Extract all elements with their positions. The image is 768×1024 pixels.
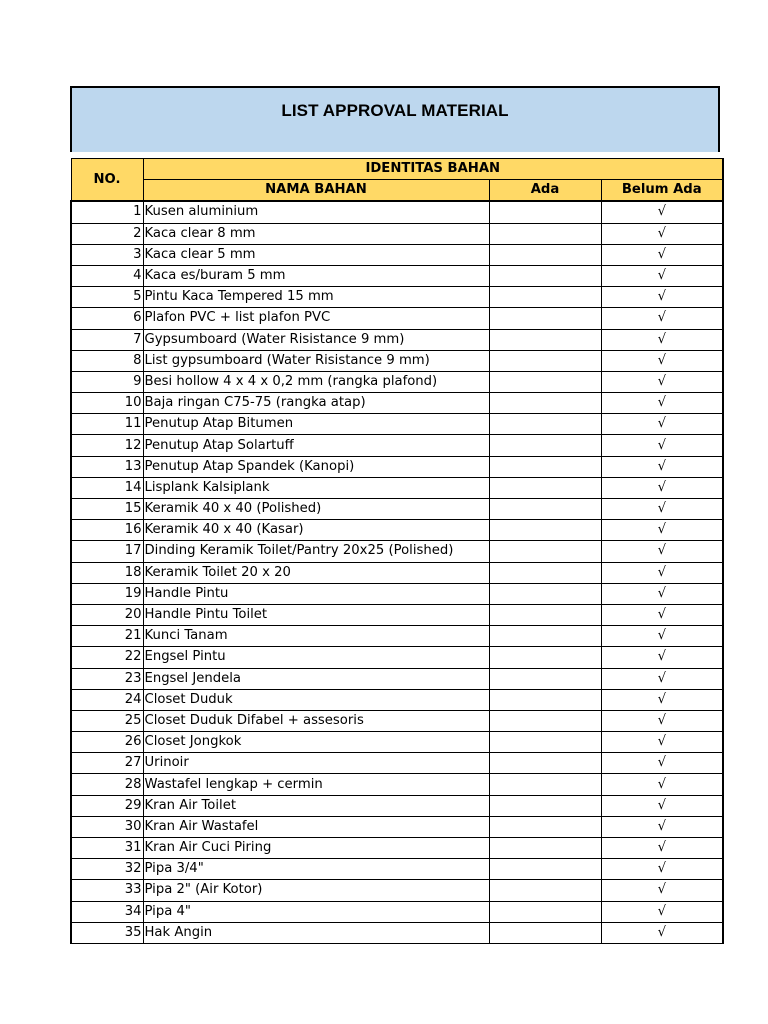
- header-nama-bahan: NAMA BAHAN: [143, 180, 489, 202]
- row-number: 9: [71, 371, 143, 392]
- ada-cell: [489, 668, 601, 689]
- table-row: [71, 880, 723, 901]
- row-number: 5: [71, 287, 143, 308]
- belum-ada-check: √: [601, 265, 723, 286]
- material-name: Plafon PVC + list plafon PVC: [143, 308, 489, 329]
- table-row: [71, 435, 723, 456]
- row-number: 34: [71, 901, 143, 922]
- belum-ada-check: √: [601, 816, 723, 837]
- ada-cell: [489, 689, 601, 710]
- row-number: 3: [71, 244, 143, 265]
- ada-cell: [489, 350, 601, 371]
- row-number: 30: [71, 816, 143, 837]
- table-row: [71, 647, 723, 668]
- belum-ada-check: √: [601, 414, 723, 435]
- belum-ada-check: √: [601, 583, 723, 604]
- ada-cell: [489, 604, 601, 625]
- belum-ada-check: √: [601, 520, 723, 541]
- row-number: 35: [71, 922, 143, 943]
- ada-cell: [489, 710, 601, 731]
- table-row: [71, 308, 723, 329]
- belum-ada-check: √: [601, 308, 723, 329]
- material-name: Keramik Toilet 20 x 20: [143, 562, 489, 583]
- ada-cell: [489, 583, 601, 604]
- belum-ada-check: √: [601, 732, 723, 753]
- row-number: 16: [71, 520, 143, 541]
- material-name: List gypsumboard (Water Risistance 9 mm): [143, 350, 489, 371]
- table-row: [71, 604, 723, 625]
- belum-ada-check: √: [601, 244, 723, 265]
- ada-cell: [489, 244, 601, 265]
- material-name: Besi hollow 4 x 4 x 0,2 mm (rangka plafond): [143, 371, 489, 392]
- row-number: 18: [71, 562, 143, 583]
- material-name: Keramik 40 x 40 (Kasar): [143, 520, 489, 541]
- material-name: Kran Air Toilet: [143, 795, 489, 816]
- ada-cell: [489, 753, 601, 774]
- belum-ada-check: √: [601, 753, 723, 774]
- ada-cell: [489, 816, 601, 837]
- belum-ada-check: √: [601, 541, 723, 562]
- table-row: [71, 371, 723, 392]
- material-name: Closet Duduk: [143, 689, 489, 710]
- header-row-1: [71, 159, 723, 180]
- table-row: [71, 223, 723, 244]
- ada-cell: [489, 795, 601, 816]
- ada-cell: [489, 456, 601, 477]
- material-name: Handle Pintu Toilet: [143, 604, 489, 625]
- belum-ada-check: √: [601, 201, 723, 223]
- row-number: 11: [71, 414, 143, 435]
- row-number: 17: [71, 541, 143, 562]
- header-row-2: [71, 180, 723, 202]
- belum-ada-check: √: [601, 668, 723, 689]
- ada-cell: [489, 414, 601, 435]
- table-row: [71, 774, 723, 795]
- ada-cell: [489, 223, 601, 244]
- row-number: 10: [71, 393, 143, 414]
- ada-cell: [489, 287, 601, 308]
- belum-ada-check: √: [601, 922, 723, 943]
- material-name: Pipa 2" (Air Kotor): [143, 880, 489, 901]
- material-name: Penutup Atap Bitumen: [143, 414, 489, 435]
- material-name: Hak Angin: [143, 922, 489, 943]
- ada-cell: [489, 393, 601, 414]
- table-row: [71, 732, 723, 753]
- material-name: Pipa 4": [143, 901, 489, 922]
- belum-ada-check: √: [601, 499, 723, 520]
- table-row: [71, 816, 723, 837]
- table-row: [71, 626, 723, 647]
- page-title: LIST APPROVAL MATERIAL: [281, 101, 509, 120]
- belum-ada-check: √: [601, 287, 723, 308]
- ada-cell: [489, 201, 601, 223]
- ada-cell: [489, 371, 601, 392]
- material-name: Pipa 3/4": [143, 859, 489, 880]
- title-box: [70, 86, 720, 152]
- material-name: Kaca clear 8 mm: [143, 223, 489, 244]
- header-identitas-bahan: IDENTITAS BAHAN: [143, 159, 723, 180]
- row-number: 14: [71, 477, 143, 498]
- material-name: Baja ringan C75-75 (rangka atap): [143, 393, 489, 414]
- belum-ada-check: √: [601, 626, 723, 647]
- ada-cell: [489, 329, 601, 350]
- material-name: Dinding Keramik Toilet/Pantry 20x25 (Polished): [143, 541, 489, 562]
- table-row: [71, 668, 723, 689]
- header-no: NO.: [71, 159, 143, 202]
- row-number: 26: [71, 732, 143, 753]
- row-number: 27: [71, 753, 143, 774]
- row-number: 33: [71, 880, 143, 901]
- table-row: [71, 520, 723, 541]
- material-name: Kaca es/buram 5 mm: [143, 265, 489, 286]
- ada-cell: [489, 880, 601, 901]
- row-number: 22: [71, 647, 143, 668]
- row-number: 24: [71, 689, 143, 710]
- belum-ada-check: √: [601, 435, 723, 456]
- row-number: 6: [71, 308, 143, 329]
- table-row: [71, 689, 723, 710]
- belum-ada-check: √: [601, 859, 723, 880]
- belum-ada-check: √: [601, 710, 723, 731]
- table-row: [71, 541, 723, 562]
- header-ada: Ada: [489, 180, 601, 202]
- table-row: [71, 562, 723, 583]
- table-body: [71, 201, 723, 943]
- material-name: Kaca clear 5 mm: [143, 244, 489, 265]
- belum-ada-check: √: [601, 371, 723, 392]
- material-name: Gypsumboard (Water Risistance 9 mm): [143, 329, 489, 350]
- table-row: [71, 244, 723, 265]
- row-number: 20: [71, 604, 143, 625]
- ada-cell: [489, 562, 601, 583]
- table-row: [71, 499, 723, 520]
- belum-ada-check: √: [601, 223, 723, 244]
- material-name: Urinoir: [143, 753, 489, 774]
- material-name: Handle Pintu: [143, 583, 489, 604]
- table-row: [71, 329, 723, 350]
- belum-ada-check: √: [601, 562, 723, 583]
- ada-cell: [489, 265, 601, 286]
- table-row: [71, 456, 723, 477]
- table-row: [71, 753, 723, 774]
- row-number: 25: [71, 710, 143, 731]
- belum-ada-check: √: [601, 901, 723, 922]
- ada-cell: [489, 647, 601, 668]
- belum-ada-check: √: [601, 647, 723, 668]
- row-number: 23: [71, 668, 143, 689]
- belum-ada-check: √: [601, 689, 723, 710]
- ada-cell: [489, 774, 601, 795]
- ada-cell: [489, 859, 601, 880]
- material-name: Penutup Atap Spandek (Kanopi): [143, 456, 489, 477]
- ada-cell: [489, 838, 601, 859]
- row-number: 32: [71, 859, 143, 880]
- material-name: Wastafel lengkap + cermin: [143, 774, 489, 795]
- material-name: Kran Air Wastafel: [143, 816, 489, 837]
- material-table: [70, 158, 724, 944]
- belum-ada-check: √: [601, 477, 723, 498]
- table-row: [71, 710, 723, 731]
- belum-ada-check: √: [601, 604, 723, 625]
- material-name: Closet Jongkok: [143, 732, 489, 753]
- material-name: Keramik 40 x 40 (Polished): [143, 499, 489, 520]
- belum-ada-check: √: [601, 393, 723, 414]
- ada-cell: [489, 626, 601, 647]
- material-name: Pintu Kaca Tempered 15 mm: [143, 287, 489, 308]
- row-number: 31: [71, 838, 143, 859]
- row-number: 29: [71, 795, 143, 816]
- row-number: 8: [71, 350, 143, 371]
- table-header: [71, 159, 723, 202]
- row-number: 12: [71, 435, 143, 456]
- ada-cell: [489, 520, 601, 541]
- ada-cell: [489, 901, 601, 922]
- ada-cell: [489, 541, 601, 562]
- ada-cell: [489, 922, 601, 943]
- belum-ada-check: √: [601, 838, 723, 859]
- table-row: [71, 795, 723, 816]
- table-row: [71, 265, 723, 286]
- belum-ada-check: √: [601, 795, 723, 816]
- material-name: Closet Duduk Difabel + assesoris: [143, 710, 489, 731]
- ada-cell: [489, 732, 601, 753]
- header-belum-ada: Belum Ada: [601, 180, 723, 202]
- table-row: [71, 393, 723, 414]
- table-row: [71, 477, 723, 498]
- ada-cell: [489, 435, 601, 456]
- ada-cell: [489, 477, 601, 498]
- row-number: 28: [71, 774, 143, 795]
- table-row: [71, 838, 723, 859]
- table-row: [71, 922, 723, 943]
- table-row: [71, 583, 723, 604]
- belum-ada-check: √: [601, 774, 723, 795]
- material-name: Engsel Jendela: [143, 668, 489, 689]
- belum-ada-check: √: [601, 350, 723, 371]
- row-number: 13: [71, 456, 143, 477]
- material-name: Lisplank Kalsiplank: [143, 477, 489, 498]
- material-name: Kran Air Cuci Piring: [143, 838, 489, 859]
- belum-ada-check: √: [601, 329, 723, 350]
- table-row: [71, 201, 723, 223]
- row-number: 4: [71, 265, 143, 286]
- material-name: Kusen aluminium: [143, 201, 489, 223]
- belum-ada-check: √: [601, 456, 723, 477]
- material-name: Penutup Atap Solartuff: [143, 435, 489, 456]
- row-number: 19: [71, 583, 143, 604]
- table-row: [71, 859, 723, 880]
- row-number: 7: [71, 329, 143, 350]
- row-number: 21: [71, 626, 143, 647]
- row-number: 15: [71, 499, 143, 520]
- row-number: 1: [71, 201, 143, 223]
- table-row: [71, 901, 723, 922]
- material-name: Kunci Tanam: [143, 626, 489, 647]
- table-row: [71, 350, 723, 371]
- material-name: Engsel Pintu: [143, 647, 489, 668]
- table-row: [71, 414, 723, 435]
- belum-ada-check: √: [601, 880, 723, 901]
- ada-cell: [489, 308, 601, 329]
- ada-cell: [489, 499, 601, 520]
- row-number: 2: [71, 223, 143, 244]
- table-row: [71, 287, 723, 308]
